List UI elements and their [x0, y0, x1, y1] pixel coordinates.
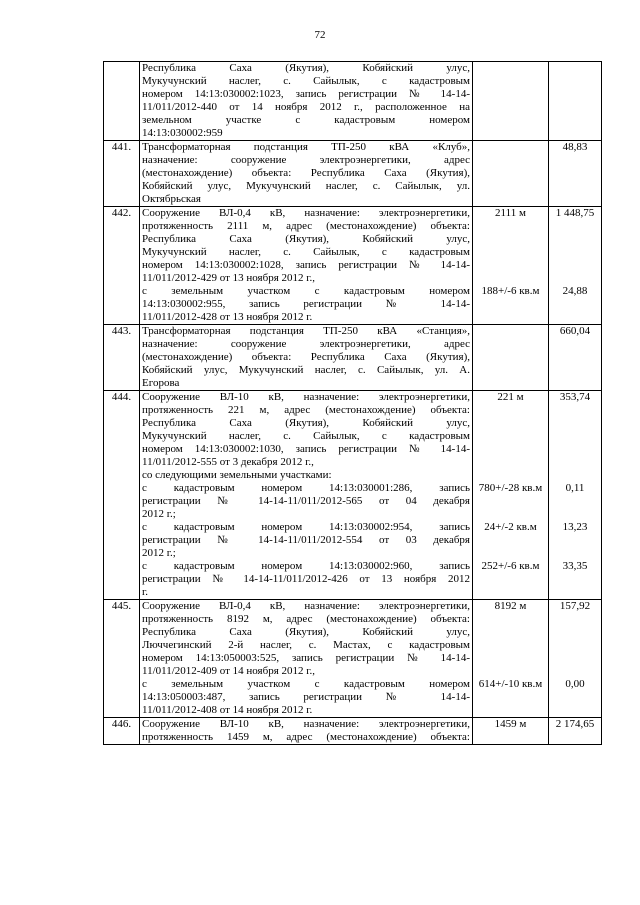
value-line: 1 448,75 — [555, 207, 595, 219]
quantity-line: 24+/-2 кв.м — [484, 521, 537, 533]
table-row — [104, 600, 602, 718]
row-number: 441. — [104, 141, 140, 207]
quantity-line: 2111 м — [495, 207, 526, 219]
description-line: Люччегинский 2-й наслег, с. Мастах, с кадастровым — [142, 639, 470, 651]
description-line: Мукучунский наслег, с. Сайылык, с кадастровым — [142, 246, 470, 258]
description-line: Трансформаторная подстанция ТП-250 кВА «Станция», — [142, 325, 470, 337]
description-line: 11/011/2012-440 от 14 ноября 2012 г., расположенное на — [142, 101, 470, 113]
value-line: 24,88 — [562, 285, 588, 297]
description-line: Мукучунский наслег, с. Сайылык, с кадастровым — [142, 75, 470, 87]
description-line: номером 14:13:030002:1030, запись регистрации № 14-14- — [142, 443, 470, 455]
row-value: 660,04 — [549, 325, 602, 391]
description-line: Октябрьская — [142, 193, 201, 205]
description-line: протяженность 221 м, адрес (местонахождение) объекта: — [142, 404, 470, 416]
description-line: г. — [142, 586, 149, 598]
table-row — [104, 325, 602, 391]
description-line: Республика Саха (Якутия), Кобяйский улус, — [142, 62, 470, 74]
description-line: 14:13:030002:959 — [142, 127, 223, 139]
value-line: 353,74 — [559, 391, 591, 403]
page-number: 72 — [314, 29, 326, 41]
description-line: 11/011/2012-429 от 13 ноября 2012 г., — [142, 272, 316, 284]
row-value — [549, 207, 602, 325]
row-quantity: 1459 м — [473, 718, 549, 745]
row-number: 444. — [104, 391, 140, 600]
description-line: назначение: сооружение электроэнергетики, адрес — [142, 154, 470, 166]
description-line: Республика Саха (Якутия), Кобяйский улус, — [142, 626, 470, 638]
quantity-line: 8192 м — [494, 600, 527, 612]
row-quantity — [473, 600, 549, 718]
row-description — [140, 600, 473, 718]
description-line: 11/011/2012-408 от 14 ноября 2012 г. — [142, 704, 313, 716]
table-row — [104, 62, 602, 141]
description-line: Республика Саха (Якутия), Кобяйский улус, — [142, 233, 470, 245]
description-line: с земельным участком с кадастровым номером — [142, 285, 470, 297]
description-line: 11/011/2012-428 от 13 ноября 2012 г. — [142, 311, 313, 323]
description-line: номером 14:13:030002:1028, запись регистрации № 14-14- — [142, 259, 470, 271]
table-row — [104, 207, 602, 325]
description-line: Сооружение ВЛ-0,4 кВ, назначение: электроэнергетики, — [142, 600, 470, 612]
value-line: 0,11 — [565, 482, 585, 494]
quantity-line: 221 м — [497, 391, 524, 403]
row-quantity — [473, 62, 549, 141]
quantity-line: 780+/-28 кв.м — [478, 482, 543, 494]
description-line: регистрации № 14-14-11/011/2012-565 от 04 декабря — [142, 495, 470, 507]
value-line: 33,35 — [562, 560, 588, 572]
description-line: Кобяйский улус, Мукучунский наслег, с. Сайылык, ул. — [142, 180, 470, 192]
row-quantity — [473, 141, 549, 207]
description-line: со следующими земельными участками: — [142, 469, 332, 481]
row-value: 48,83 — [549, 141, 602, 207]
row-number: 446. — [104, 718, 140, 745]
description-line: Трансформаторная подстанция ТП-250 кВА «Клуб», — [142, 141, 470, 153]
row-number: 445. — [104, 600, 140, 718]
table-row — [104, 391, 602, 600]
description-line: 11/011/2012-555 от 3 декабря 2012 г., — [142, 456, 314, 468]
description-line: Сооружение ВЛ-10 кВ, назначение: электроэнергетики, — [142, 391, 470, 403]
description-line: регистрации № 14-14-11/011/2012-554 от 03 декабря — [142, 534, 470, 546]
quantity-line: 614+/-10 кв.м — [478, 678, 543, 690]
description-line: Егорова — [142, 377, 180, 389]
value-line: 0,00 — [565, 678, 585, 690]
row-description — [140, 62, 473, 141]
description-line: Сооружение ВЛ-10 кВ, назначение: электроэнергетики, — [142, 718, 470, 730]
description-line: 14:13:030002:955, запись регистрации № 14-14- — [142, 298, 470, 310]
row-quantity — [473, 325, 549, 391]
row-quantity — [473, 207, 549, 325]
row-value — [549, 62, 602, 141]
row-number — [104, 62, 140, 141]
row-value — [549, 391, 602, 600]
table-row — [104, 718, 602, 745]
description-line: протяженность 1459 м, адрес (местонахождение) объекта: — [142, 731, 470, 743]
value-line: 13,23 — [562, 521, 588, 533]
row-value — [549, 600, 602, 718]
description-line: протяженность 2111 м, адрес (местонахождение) объекта: — [142, 220, 470, 232]
description-line: протяженность 8192 м, адрес (местонахождение) объекта: — [142, 613, 470, 625]
value-line: 157,92 — [559, 600, 591, 612]
row-value: 2 174,65 — [549, 718, 602, 745]
row-description — [140, 141, 473, 207]
description-line: номером 14:13:050003:525, запись регистрации № 14-14- — [142, 652, 470, 664]
description-line: с кадастровым номером 14:13:030001:286, запись — [142, 482, 470, 494]
row-description — [140, 325, 473, 391]
row-quantity — [473, 391, 549, 600]
description-line: (местонахождение) объекта: Республика Саха (Якутия), — [142, 167, 470, 179]
description-line: назначение: сооружение электроэнергетики, адрес — [142, 338, 470, 350]
description-line: 2012 г.; — [142, 547, 176, 559]
description-line: 2012 г.; — [142, 508, 176, 520]
property-registry-table — [103, 61, 602, 745]
row-number: 443. — [104, 325, 140, 391]
row-description — [140, 207, 473, 325]
description-line: Республика Саха (Якутия), Кобяйский улус, — [142, 417, 470, 429]
table-row — [104, 141, 602, 207]
description-line: с кадастровым номером 14:13:030002:954, запись — [142, 521, 470, 533]
description-line: регистрации № 14-14-11/011/2012-426 от 13 ноября 2012 — [142, 573, 470, 585]
quantity-line: 188+/-6 кв.м — [481, 285, 540, 297]
description-line: номером 14:13:030002:1023, запись регистрации № 14-14- — [142, 88, 470, 100]
description-line: Сооружение ВЛ-0,4 кВ, назначение: электроэнергетики, — [142, 207, 470, 219]
description-line: 11/011/2012-409 от 14 ноября 2012 г., — [142, 665, 316, 677]
description-line: земельном участке с кадастровым номером — [142, 114, 470, 126]
description-line: Кобяйский улус, Мукучунский наслег, с. Сайылык, ул. А. — [142, 364, 470, 376]
row-description — [140, 718, 473, 745]
row-number: 442. — [104, 207, 140, 325]
description-line: с земельным участком с кадастровым номером — [142, 678, 470, 690]
description-line: Мукучунский наслег, с. Сайылык, с кадастровым — [142, 430, 470, 442]
description-line: с кадастровым номером 14:13:030002:960, запись — [142, 560, 470, 572]
quantity-line: 252+/-6 кв.м — [481, 560, 540, 572]
description-line: 14:13:050003:487, запись регистрации № 14-14- — [142, 691, 470, 703]
description-line: (местонахождение) объекта: Республика Саха (Якутия), — [142, 351, 470, 363]
row-description — [140, 391, 473, 600]
